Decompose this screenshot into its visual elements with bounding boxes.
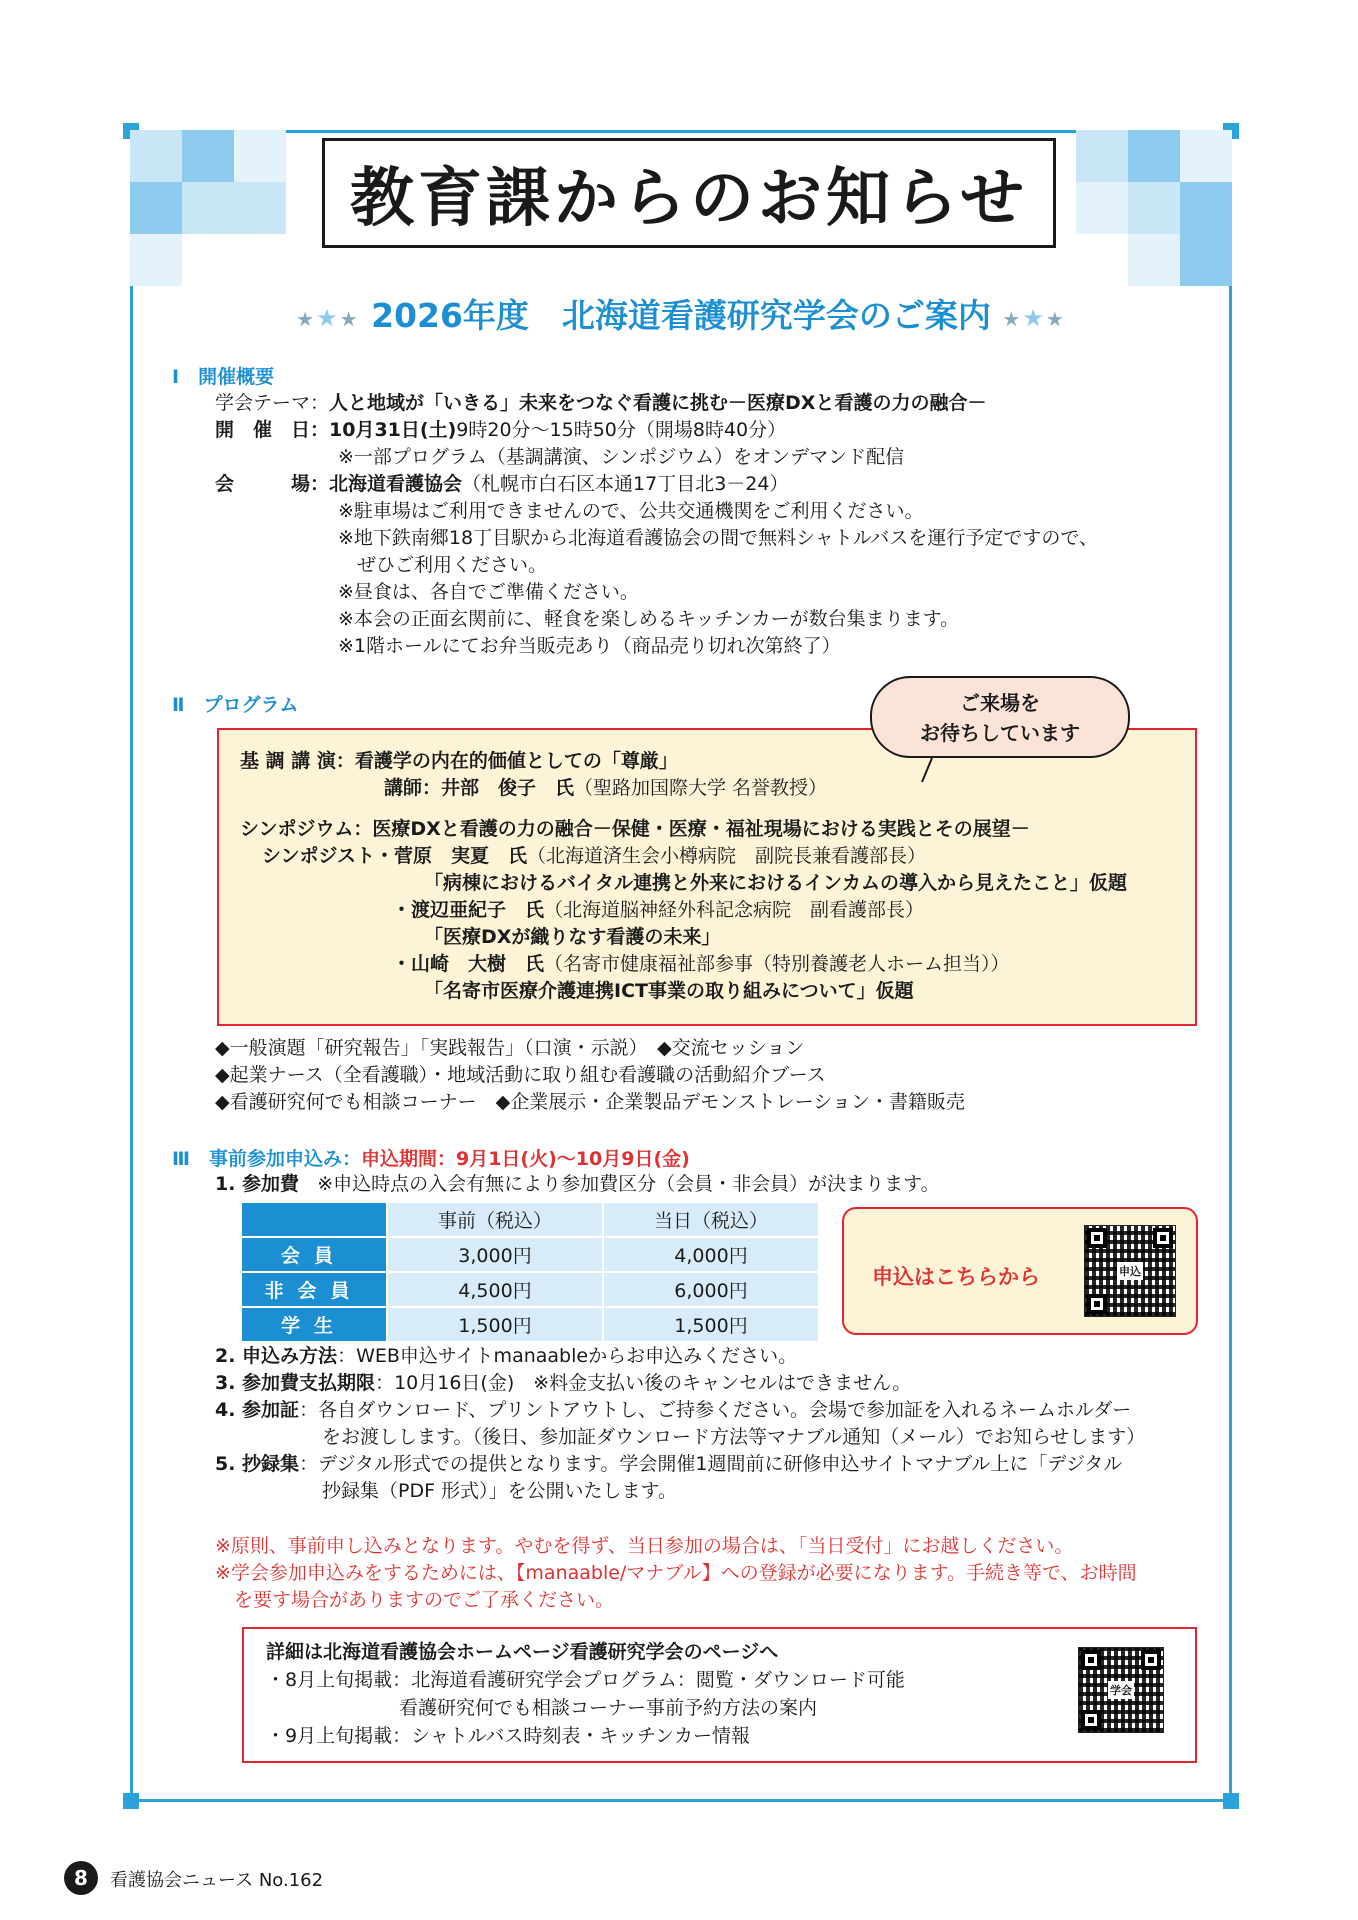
qr-finder [1153,1228,1173,1248]
fee-cell: 4,000円 [604,1238,820,1273]
section-heading-program: Ⅱ プログラム [172,694,299,716]
column-header: 当日（税込） [604,1203,820,1238]
deco-tile [130,234,182,286]
detail-line: 看護研究何でも相談コーナー事前予約方法の案内 [266,1697,818,1719]
deco-tile [1180,182,1232,234]
deco-tile [1128,130,1180,182]
fee-cell: 1,500円 [604,1308,820,1343]
table-corner-cell [242,1203,388,1238]
qr-label: 申込 [1117,1262,1143,1280]
keynote-speaker: 講師：井部 俊子 氏（聖路加国際大学 名誉教授） [384,777,828,799]
table-header-row [242,1203,820,1238]
row-label: 学生 [242,1308,388,1343]
deco-tile [130,130,182,182]
fee-cell: 1,500円 [388,1308,604,1343]
detail-box [242,1627,1197,1763]
info-row: 4. 参加証：各自ダウンロード、プリントアウトし、ご持参ください。会場で参加証を入れるネームホルダー [215,1399,1132,1421]
venue-note: ぜひご利用ください。 [338,554,548,576]
warning-text: ※学会参加申込みをするためには、【manaable/マナブル】への登録が必要になります。手続き等で、お時間 [215,1562,1137,1584]
fee-cell: 6,000円 [604,1273,820,1308]
qr-finder [1081,1710,1101,1730]
apply-box[interactable] [842,1207,1198,1335]
info-row: 3. 参加費支払期限：10月16日(金) ※料金支払い後のキャンセルはできません。 [215,1372,912,1394]
page-number: 8 [64,1861,98,1895]
info-row: 抄録集（PDF 形式）」を公開いたします。 [322,1480,678,1502]
fee-table [242,1203,820,1343]
qr-code-icon[interactable] [1078,1647,1164,1733]
deco-tile [1128,234,1180,286]
table-row [242,1238,820,1273]
apply-label: 申込はこちらから [872,1265,1040,1289]
venue-note: ※駐車場はご利用できませんので、公共交通機関をご利用ください。 [338,500,924,522]
deco-tile [130,182,182,234]
section-heading-overview: Ⅰ 開催概要 [172,366,275,388]
program-extra: ◆看護研究何でも相談コーナー ◆企業展示・企業製品デモンストレーション・書籍販売 [215,1091,965,1113]
fee-cell: 4,500円 [388,1273,604,1308]
frame-corner [123,1793,139,1809]
program-extra: ◆一般演題「研究報告」「実践報告」（口演・示説） ◆交流セッション [215,1037,805,1059]
venue-row: 会 場：北海道看護協会（札幌市白石区本通17丁目北3－24） [215,473,789,495]
deco-tile [234,182,286,234]
frame-corner [1223,1793,1239,1809]
event-subtitle [130,290,1232,337]
symposium-row: シンポジウム：医療DXと看護の力の融合－保健・医療・福祉現場における実践とその展望－ [240,818,1030,840]
deco-tile [1180,234,1232,286]
qr-code-icon[interactable] [1084,1225,1176,1317]
deco-tile [1076,182,1128,234]
star-icon: ★★★ [296,303,360,332]
section-heading-registration: Ⅲ 事前参加申込み：申込期間：9月1日(火)～10月9日(金) [172,1148,690,1170]
qr-finder [1081,1650,1101,1670]
page-title-box [322,138,1056,248]
fee-row: 1. 参加費 ※申込時点の入会有無により参加費区分（会員・非会員）が決まります。 [215,1173,940,1195]
info-row: をお渡しします。（後日、参加証ダウンロード方法等マナブル通知（メール）でお知らせします） [322,1426,1146,1448]
qr-finder [1141,1650,1161,1670]
info-row: 5. 抄録集：デジタル形式での提供となります。学会開催1週間前に研修申込サイトマナブル上に「デジタル [215,1453,1123,1475]
panelist-row: シンポジスト・菅原 実夏 氏（北海道済生会小樽病院 副院長兼看護部長） [262,845,926,867]
venue-note: ※本会の正面玄関前に、軽食を楽しめるキッチンカーが数台集まります。 [338,608,960,630]
venue-note: ※1階ホールにてお弁当販売あり（商品売り切れ次第終了） [338,635,841,657]
date-row: 開 催 日：10月31日(土)9時20分～15時50分（開場8時40分） [215,419,787,441]
subtitle-text: 2026年度 北海道看護研究学会のご案内 [371,296,991,335]
table-row [242,1273,820,1308]
qr-label: 学会 [1108,1681,1134,1699]
page-title: 教育課からのお知らせ [349,162,1029,236]
venue-note: ※昼食は、各自でご準備ください。 [338,581,639,603]
row-label: 非会員 [242,1273,388,1308]
panelist-topic: 「医療DXが織りなす看護の未来」 [424,926,721,948]
program-extra: ◆起業ナース（全看護職）・地域活動に取り組む看護職の活動紹介ブース [215,1064,826,1086]
panelist-row: ・渡辺亜紀子 氏（北海道脳神経外科記念病院 副看護部長） [392,899,925,921]
panelist-topic: 「名寄市医療介護連携ICT事業の取り組みについて」仮題 [424,980,914,1002]
fee-cell: 3,000円 [388,1238,604,1273]
star-icon: ★★★ [1002,303,1066,332]
deco-tile [1180,130,1232,182]
column-header: 事前（税込） [388,1203,604,1238]
warning-text: を要す場合がありますのでご了承ください。 [215,1589,615,1611]
info-row: 2. 申込み方法：WEB申込サイトmanaableからお申込みください。 [215,1345,798,1367]
panelist-topic: 「病棟におけるバイタル連携と外来におけるインカムの導入から見えたこと」仮題 [424,872,1128,894]
detail-heading: 詳細は北海道看護協会ホームページ看護研究学会のページへ [266,1641,779,1663]
bubble-tail [918,756,938,786]
deco-tile [182,130,234,182]
deco-tile [234,130,286,182]
date-note: ※一部プログラム（基調講演、シンポジウム）をオンデマンド配信 [338,446,905,468]
deco-tile [1128,182,1180,234]
welcome-bubble: ご来場を お待ちしています [870,676,1130,758]
detail-line: ・9月上旬掲載：シャトルバス時刻表・キッチンカー情報 [266,1725,751,1747]
theme-row: 学会テーマ：人と地域が「いきる」未来をつなぐ看護に挑む－医療DXと看護の力の融合－ [215,392,987,414]
deco-tile [182,182,234,234]
publication-name: 看護協会ニュース No.162 [110,1870,324,1891]
keynote-row: 基 調 講 演：看護学の内在的価値としての「尊厳」 [240,750,678,772]
warning-text: ※原則、事前申し込みとなります。やむを得ず、当日参加の場合は、「当日受付」にお越しください。 [215,1535,1074,1557]
qr-finder [1087,1228,1107,1248]
table-row [242,1308,820,1343]
panelist-row: ・山崎 大樹 氏（名寄市健康福祉部参事（特別養護老人ホーム担当）） [392,953,1010,975]
venue-note: ※地下鉄南郷18丁目駅から北海道看護協会の間で無料シャトルバスを運行予定ですので、 [338,527,1099,549]
row-label: 会員 [242,1238,388,1273]
detail-line: ・8月上旬掲載：北海道看護研究学会プログラム：閲覧・ダウンロード可能 [266,1669,905,1691]
deco-tile [1076,130,1128,182]
qr-finder [1087,1294,1107,1314]
